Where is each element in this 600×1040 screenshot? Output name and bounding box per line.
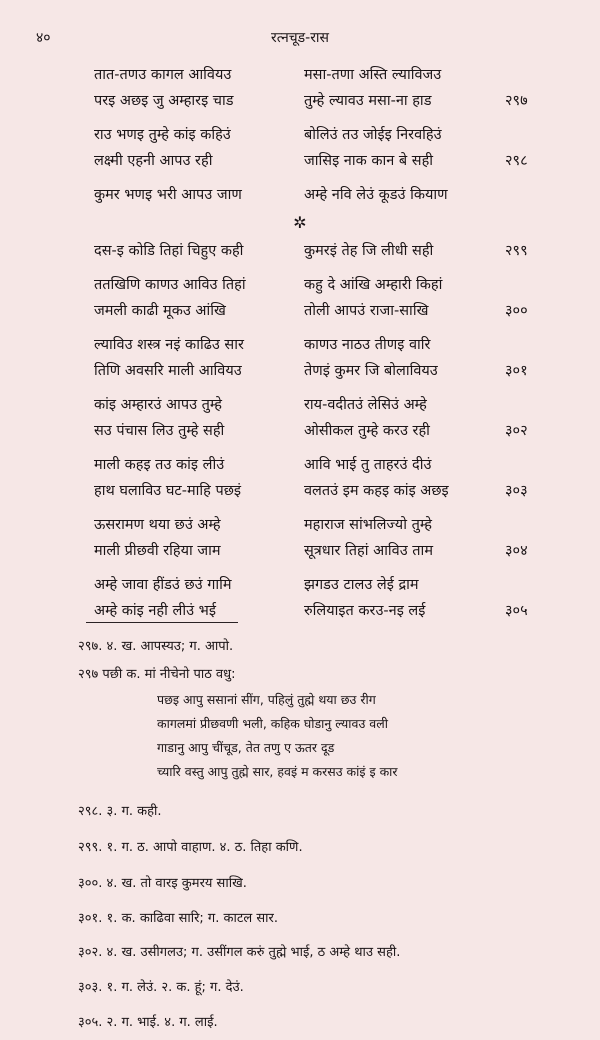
page-header [0,20,600,46]
variant-reading-line: च्यारि वस्तु आपु तुह्मे सार, हवइं म करसउ कांइं इ कार [157,764,398,779]
verse [0,182,600,208]
verse-line [0,298,600,324]
verse-second-half: कहु दे आंखि अम्हारी किहां [304,277,443,293]
footnote-text: ३०३. १. ग. लेउं. २. क. हूं; ग. देउं. [78,980,244,995]
footnote-text: २९८. ३. ग. कही. [78,804,162,819]
footnote [0,1006,600,1040]
verse-second-half: तुम्हे ल्यावउ मसा-ना हाड [304,93,432,109]
verse-second-half: राय-वदीतउं लेसिउं अम्हे [304,397,427,413]
verse-line [0,598,600,624]
verse-line [0,238,600,264]
running-title: रत्नचूड-रास [270,30,330,46]
footnote [0,936,600,970]
verse-second-half: आवि भाई तु ताहरउं दीउं [304,457,432,473]
verse-number: ३०३ [505,483,528,499]
verse-line [0,358,600,384]
verse-line [0,452,600,478]
verse-number: ३०१ [505,363,528,379]
footnote-rule [86,622,238,623]
verse-block [0,62,600,632]
verse-second-half: ओसीकल तुम्हे करउ रही [304,423,430,439]
verse-line [0,62,600,88]
verse-first-half: माली प्रीछवी रहिया जाम [94,543,221,559]
verse-second-half: सूत्रधार तिहां आविउ ताम [304,543,433,559]
page-number: ४० [36,30,51,46]
footnote-text: २९९. १. ग. ठ. आपो वाहाण. ४. ठ. तिहा कणि. [78,840,303,855]
verse-line [0,418,600,444]
verse-first-half: परइ अछइ जु अम्हारइ चाड [94,93,234,109]
footnote-text: ३००. ४. ख. तो वारइ कुमरय साखि. [78,876,247,891]
variant-reading-line: गाडानु आपु चींचूड, तेत तणु ए ऊतर दूड [157,740,335,755]
verse-number: ३०२ [505,423,528,439]
verse-second-half: वलतउं इम कहइ कांइ अछइ [304,483,449,499]
verse [0,332,600,384]
verse-number: ३०५ [505,603,528,619]
variant-reading-line: कागलमां प्रीछवणी भली, कहिक घोडानु ल्यावउ वली [157,716,388,731]
footnote-text: २९७ पछी क. मां नीचेनो पाठ वधु: [78,667,236,682]
verse [0,572,600,624]
verse-number: २९७ [505,93,528,109]
verse-second-half: मसा-तणा अस्ति ल्याविजउ [304,67,442,83]
verse-first-half: सउ पंचास लिउ तुम्हे सही [94,423,225,439]
verse-second-half: तेणइं कुमर जि बोलावियउ [304,363,438,379]
verse-first-half: जमली काढी मूकउ आंखि [94,303,226,319]
verse-second-half: काणउ नाठउ तीणइ वारि [304,337,431,353]
verse-line [0,148,600,174]
verse-first-half: ऊसरामण थया छउं अम्हे [94,517,221,533]
verse-first-half: दस-इ कोडि तिहां चिहुए कही [94,243,244,259]
verse-line [0,392,600,418]
verse-first-half: तिणि अवसरि माली आवियउ [94,363,242,379]
verse [0,238,600,264]
verse-number: २९९ [505,243,528,259]
verse-first-half: माली कहइ तउ कांइ लीउं [94,457,225,473]
verse-line [0,512,600,538]
footnote-text: ३०५. २. ग. भाई. ४. ग. लाई. [78,1015,218,1030]
footnote [0,902,600,936]
verse-first-half: अम्हे कांइ नही लीउं भई [94,603,216,619]
verse-line [0,538,600,564]
verse [0,512,600,564]
footnote [0,632,600,662]
verse-first-half: कांइ अम्हारउं आपउ तुम्हे [94,397,222,413]
verse-line [0,182,600,208]
verse-second-half: जासिइ नाक कान बे सही [304,153,434,169]
verse-first-half: तात-तणउ कागल आवियउ [94,67,232,83]
verse-second-half: तोली आपउं राजा-साखि [304,303,429,319]
verse [0,452,600,504]
footnote-text: २९७. ४. ख. आपस्यउ; ग. आपो. [78,639,234,654]
footnote-text: ३०१. १. क. काढिवा सारि; ग. काटल सार. [78,911,278,926]
verse [0,62,600,114]
footnote [0,866,600,902]
footnote [0,830,600,866]
verse-line [0,572,600,598]
verse-number: ३०४ [505,543,528,559]
verse-number: ३०० [505,303,528,319]
verse-second-half: कुमरइं तेह जि लीधी सही [304,243,434,259]
footnotes [0,632,600,1040]
footnote [0,662,600,784]
verse-line [0,478,600,504]
verse-line [0,272,600,298]
verse [0,122,600,174]
verse-first-half: हाथ घलाविउ घट-माहि पछइं [94,483,241,499]
verse-line [0,88,600,114]
verse-first-half: राउ भणइ तुम्हे कांइ कहिउं [94,127,231,143]
verse-line [0,332,600,358]
verse-second-half: अम्हे नवि लेउं कूडउं कियाण [304,187,448,203]
variant-reading-line: पछइ आपु ससानां सींग, पहिलुं तुह्मे थया छउ रीग [157,692,376,707]
verse-first-half: ल्याविउ शस्त्र नइं काढिउ सार [94,337,244,353]
verse-second-half: बोलिउं तउ जोईइ निरवहिउं [304,127,442,143]
verse-first-half: अम्हे जावा हींडउं छउं गामि [94,577,232,593]
footnote [0,794,600,830]
verse-number: २९८ [505,153,528,169]
verse [0,272,600,324]
verse-first-half: कुमर भणइ भरी आपउ जाण [94,187,242,203]
verse-second-half: रुलियाइत करउ-नइ लई [304,603,426,619]
footnote [0,970,600,1006]
verse-second-half: महाराज सांभलिज्यो तुम्हे [304,517,432,533]
verse-line [0,122,600,148]
section-star-ornament: ✲ [293,213,307,232]
verse-second-half: झगडउ टालउ लेई द्राम [304,577,419,593]
verse [0,392,600,444]
footnote-text: ३०२. ४. ख. उसीगलउ; ग. उसींगल करुं तुह्मे भाई, ठ अम्हे थाउ सही. [78,945,401,960]
verse-first-half: लक्ष्मी एहनी आपउ रही [94,153,213,169]
verse-first-half: ततखिणि काणउ आविउ तिहां [94,277,246,293]
